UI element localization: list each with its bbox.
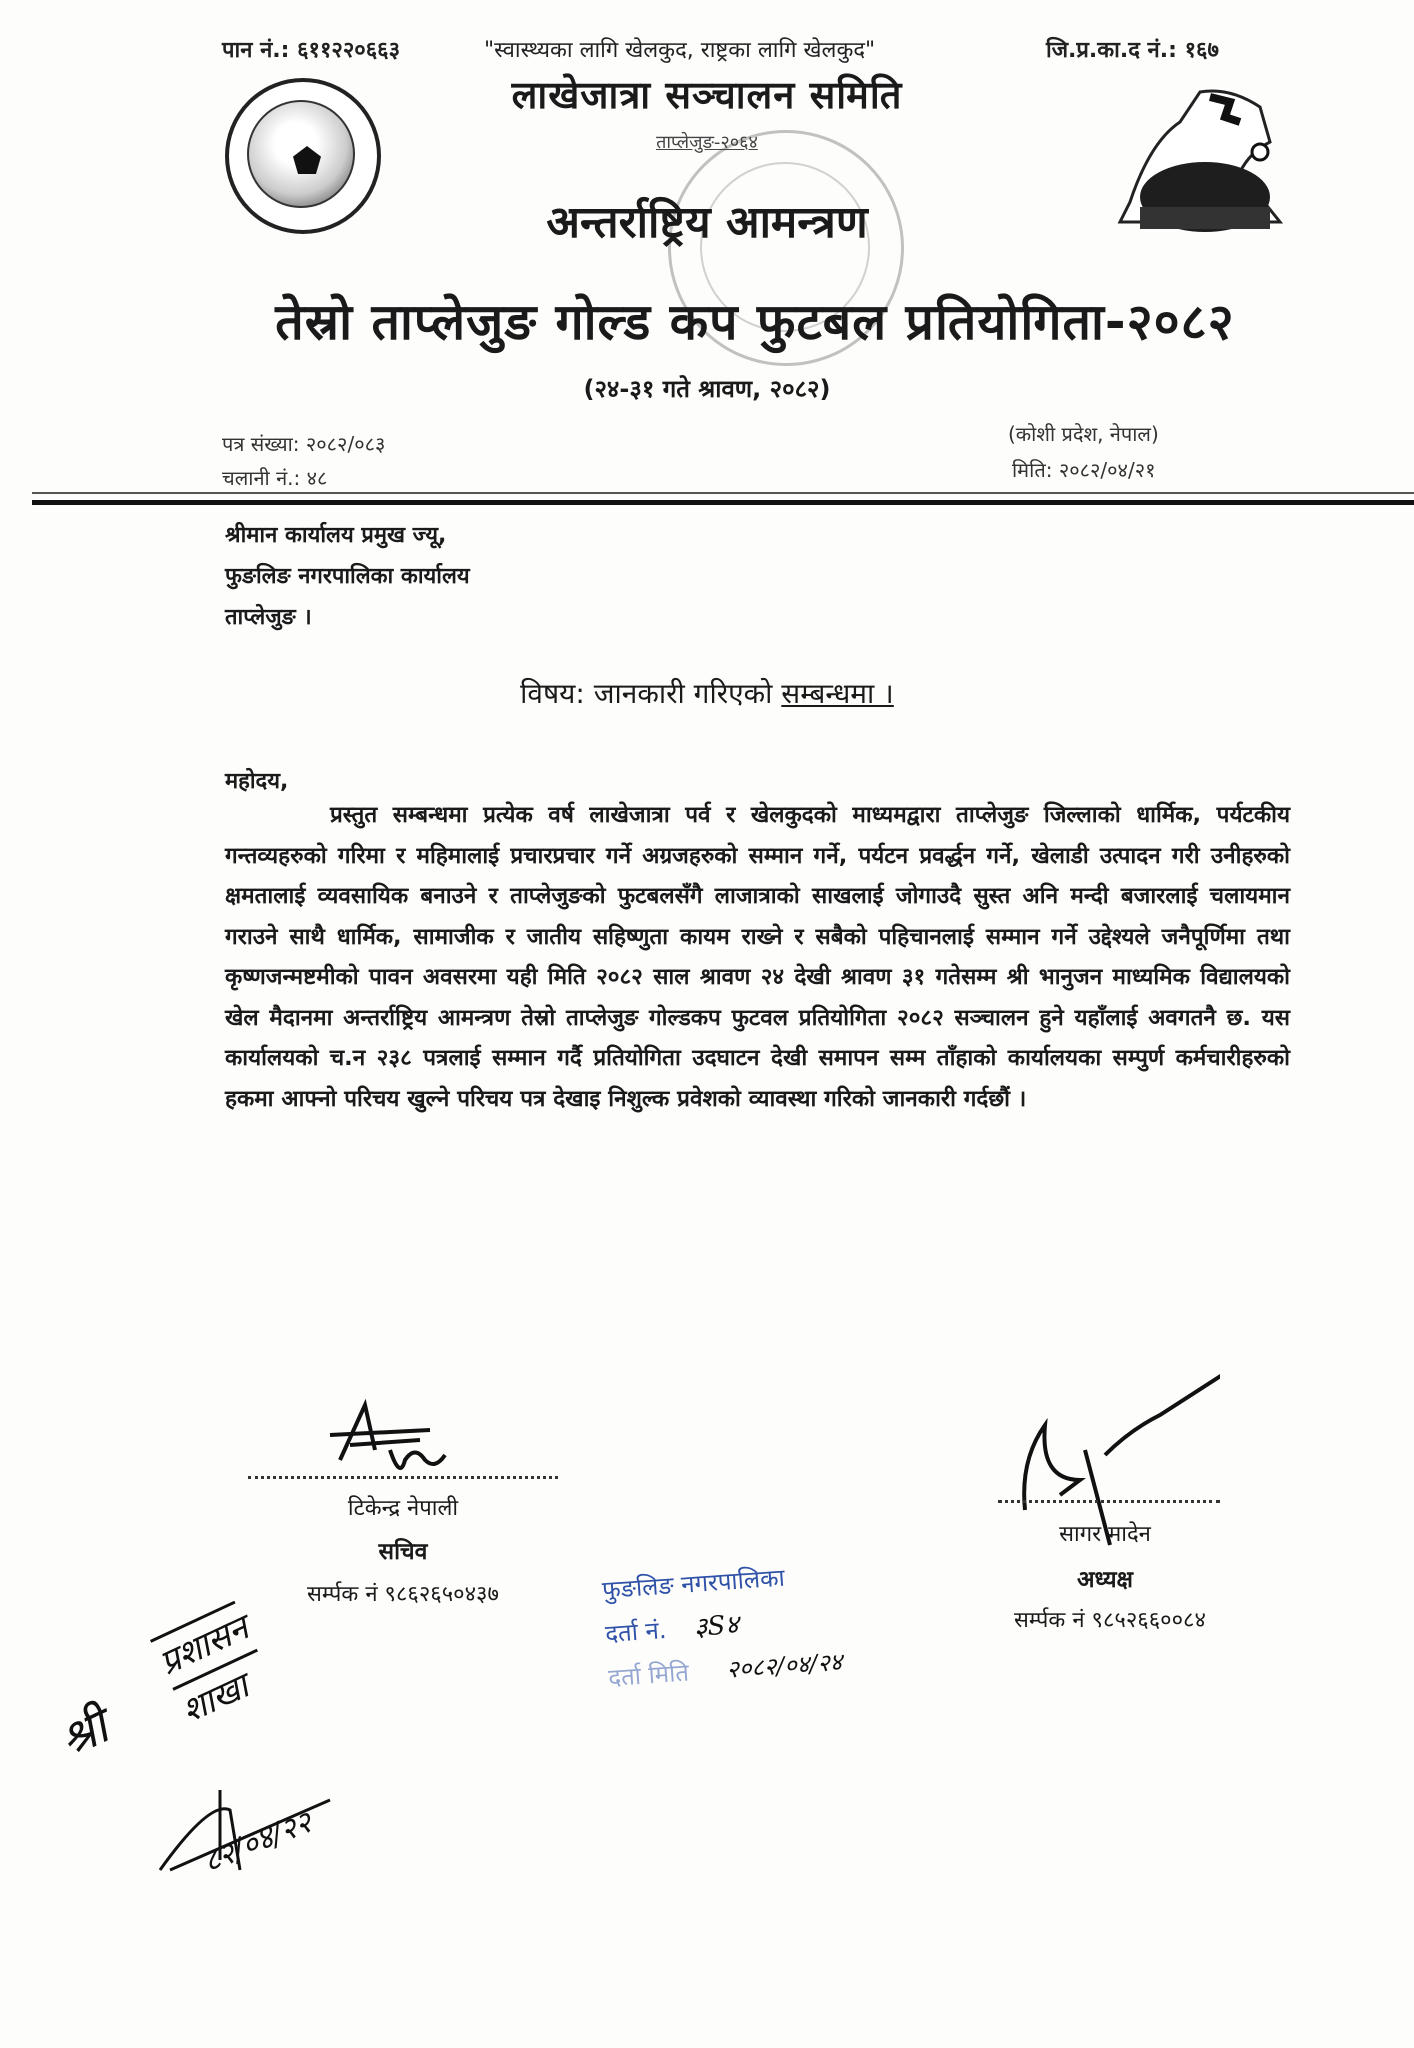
signature-line <box>248 1476 558 1479</box>
handwritten-line: प्रशासन <box>150 1601 257 1688</box>
stamp-office: फुङलिङ नगरपालिका <box>601 1563 786 1605</box>
recipient-block <box>225 515 470 638</box>
organization-name: लाखेजात्रा सञ्चालन समिति <box>511 73 903 117</box>
registration-number: जि.प्र.का.द नं.: १६७ <box>1046 38 1219 63</box>
dispatch-number: चलानी नं.: ४८ <box>222 466 328 490</box>
signatory-phone: सर्म्पक नं ९८६२६५०४३७ <box>307 1582 499 1607</box>
pan-number: पान नं.: ६११२२०६६३ <box>222 38 401 63</box>
handwritten-note <box>150 1601 279 1736</box>
stamp-reg-value: ३S४ <box>692 1609 740 1643</box>
subject-line <box>0 674 1414 712</box>
letter-number: पत्र संख्या: २०८२/०८३ <box>222 432 386 456</box>
handwritten-prefix: श्री <box>50 1698 117 1770</box>
signatory-role: सचिव <box>378 1539 428 1565</box>
signatory-role: अध्यक्ष <box>1076 1567 1134 1593</box>
recipient-line: श्रीमान कार्यालय प्रमुख ज्यू, <box>225 523 447 548</box>
signature-secretary <box>240 1390 560 1490</box>
recipient-line: ताप्लेजुङ । <box>225 605 312 630</box>
salutation: महोदय, <box>225 769 289 794</box>
title-line-1: अन्तर्राष्ट्रिय आमन्त्रण <box>546 197 868 248</box>
subject-prefix: विषय: जानकारी गरिएको <box>520 677 782 710</box>
signatory-phone: सर्म्पक नं ९८५२६६००८४ <box>1014 1608 1206 1633</box>
recipient-line: फुङलिङ नगरपालिका कार्यालय <box>225 564 470 589</box>
registration-stamp <box>601 1552 844 1700</box>
letter-date: मिति: २०८२/०४/२१ <box>1012 458 1156 482</box>
event-dates: (२४-३१ गते श्रावण, २०८२) <box>583 375 831 403</box>
province: (कोशी प्रदेश, नेपाल) <box>1008 422 1159 446</box>
title-line-2: तेस्रो ताप्लेजुङ गोल्ड कप फुटबल प्रतियोगिता-२०८२ <box>275 293 1235 351</box>
slogan: "स्वास्थ्यका लागि खेलकुद, राष्ट्रका लागि खेलकुद" <box>484 38 876 63</box>
handwritten-line: शाखा <box>172 1649 279 1736</box>
header-divider-thin <box>32 492 1414 494</box>
stamp-date-value: २०८२/०४/२४ <box>725 1647 844 1684</box>
handwritten-date: ८२/०४/२२ <box>198 1804 317 1880</box>
header-divider-thick <box>32 500 1414 505</box>
signature-line <box>998 1500 1220 1503</box>
signatory-name: टिकेन्द्र नेपाली <box>347 1496 459 1521</box>
body-paragraph: प्रस्तुत सम्बन्धमा प्रत्येक वर्ष लाखेजात्रा पर्व र खेलकुदको माध्यमद्वारा ताप्लेजुङ जिल्लाको धार्मिक, पर्यटकीय गन्तव्यहरुको गरिमा र महिमालाई प्रचारप्रचार गर्ने अग्रजहरुको सम्मान गर्ने, पर्यटन प्रवर्द्धन गर्ने, खेलाडी उत्पादन गरी उनीहरुको क्षमतालाई व्यवसायिक बनाउने र ताप्लेजुङको फुटबलसँगै लाजात्राको साखलाई जोगाउदै सुस्त अनि मन्दी बजारलाई चलायमान गराउने साथै धार्मिक, सामाजीक र जातीय सहिष्णुता कायम राख्ने र सबैको पहिचानलाई सम्मान गर्ने उद्देश्यले जनैपूर्णिमा तथा कृष्णजन्मष्टमीको पावन अवसरमा यही मिति २०८२ साल श्रावण २४ देखी श्रावण ३१ गतेसम्म श्री भानुजन माध्यमिक विद्यालयको खेल मैदानमा अन्तर्राष्ट्रिय आमन्त्रण तेस्रो ताप्लेजुङ गोल्डकप फुटवल प्रतियोगिता २०८२ सञ्चालन हुने यहाँलाई अवगतनै छ. यस कार्यालयको च.न २३८ पत्रलाई सम्मान गर्दै प्रतियोगिता उदघाटन देखी समापन सम्म ताँहाको कार्यालयका सम्पुर्ण कर्मचारीहरुको हकमा आफ्नो परिचय खुल्ने परिचय पत्र देखाइ निशुल्क प्रवेशको व्यावस्था गरिको जानकारी गर्दछौं । <box>225 802 1290 1112</box>
stamp-reg-label: दर्ता नं. <box>604 1615 668 1649</box>
signatory-name: सागर मादेन <box>1059 1522 1151 1547</box>
place-year: ताप्लेजुङ-२०६४ <box>656 132 758 153</box>
stamp-date-label: दर्ता मिति <box>607 1658 690 1693</box>
subject-underlined: सम्बन्धमा । <box>781 677 894 710</box>
